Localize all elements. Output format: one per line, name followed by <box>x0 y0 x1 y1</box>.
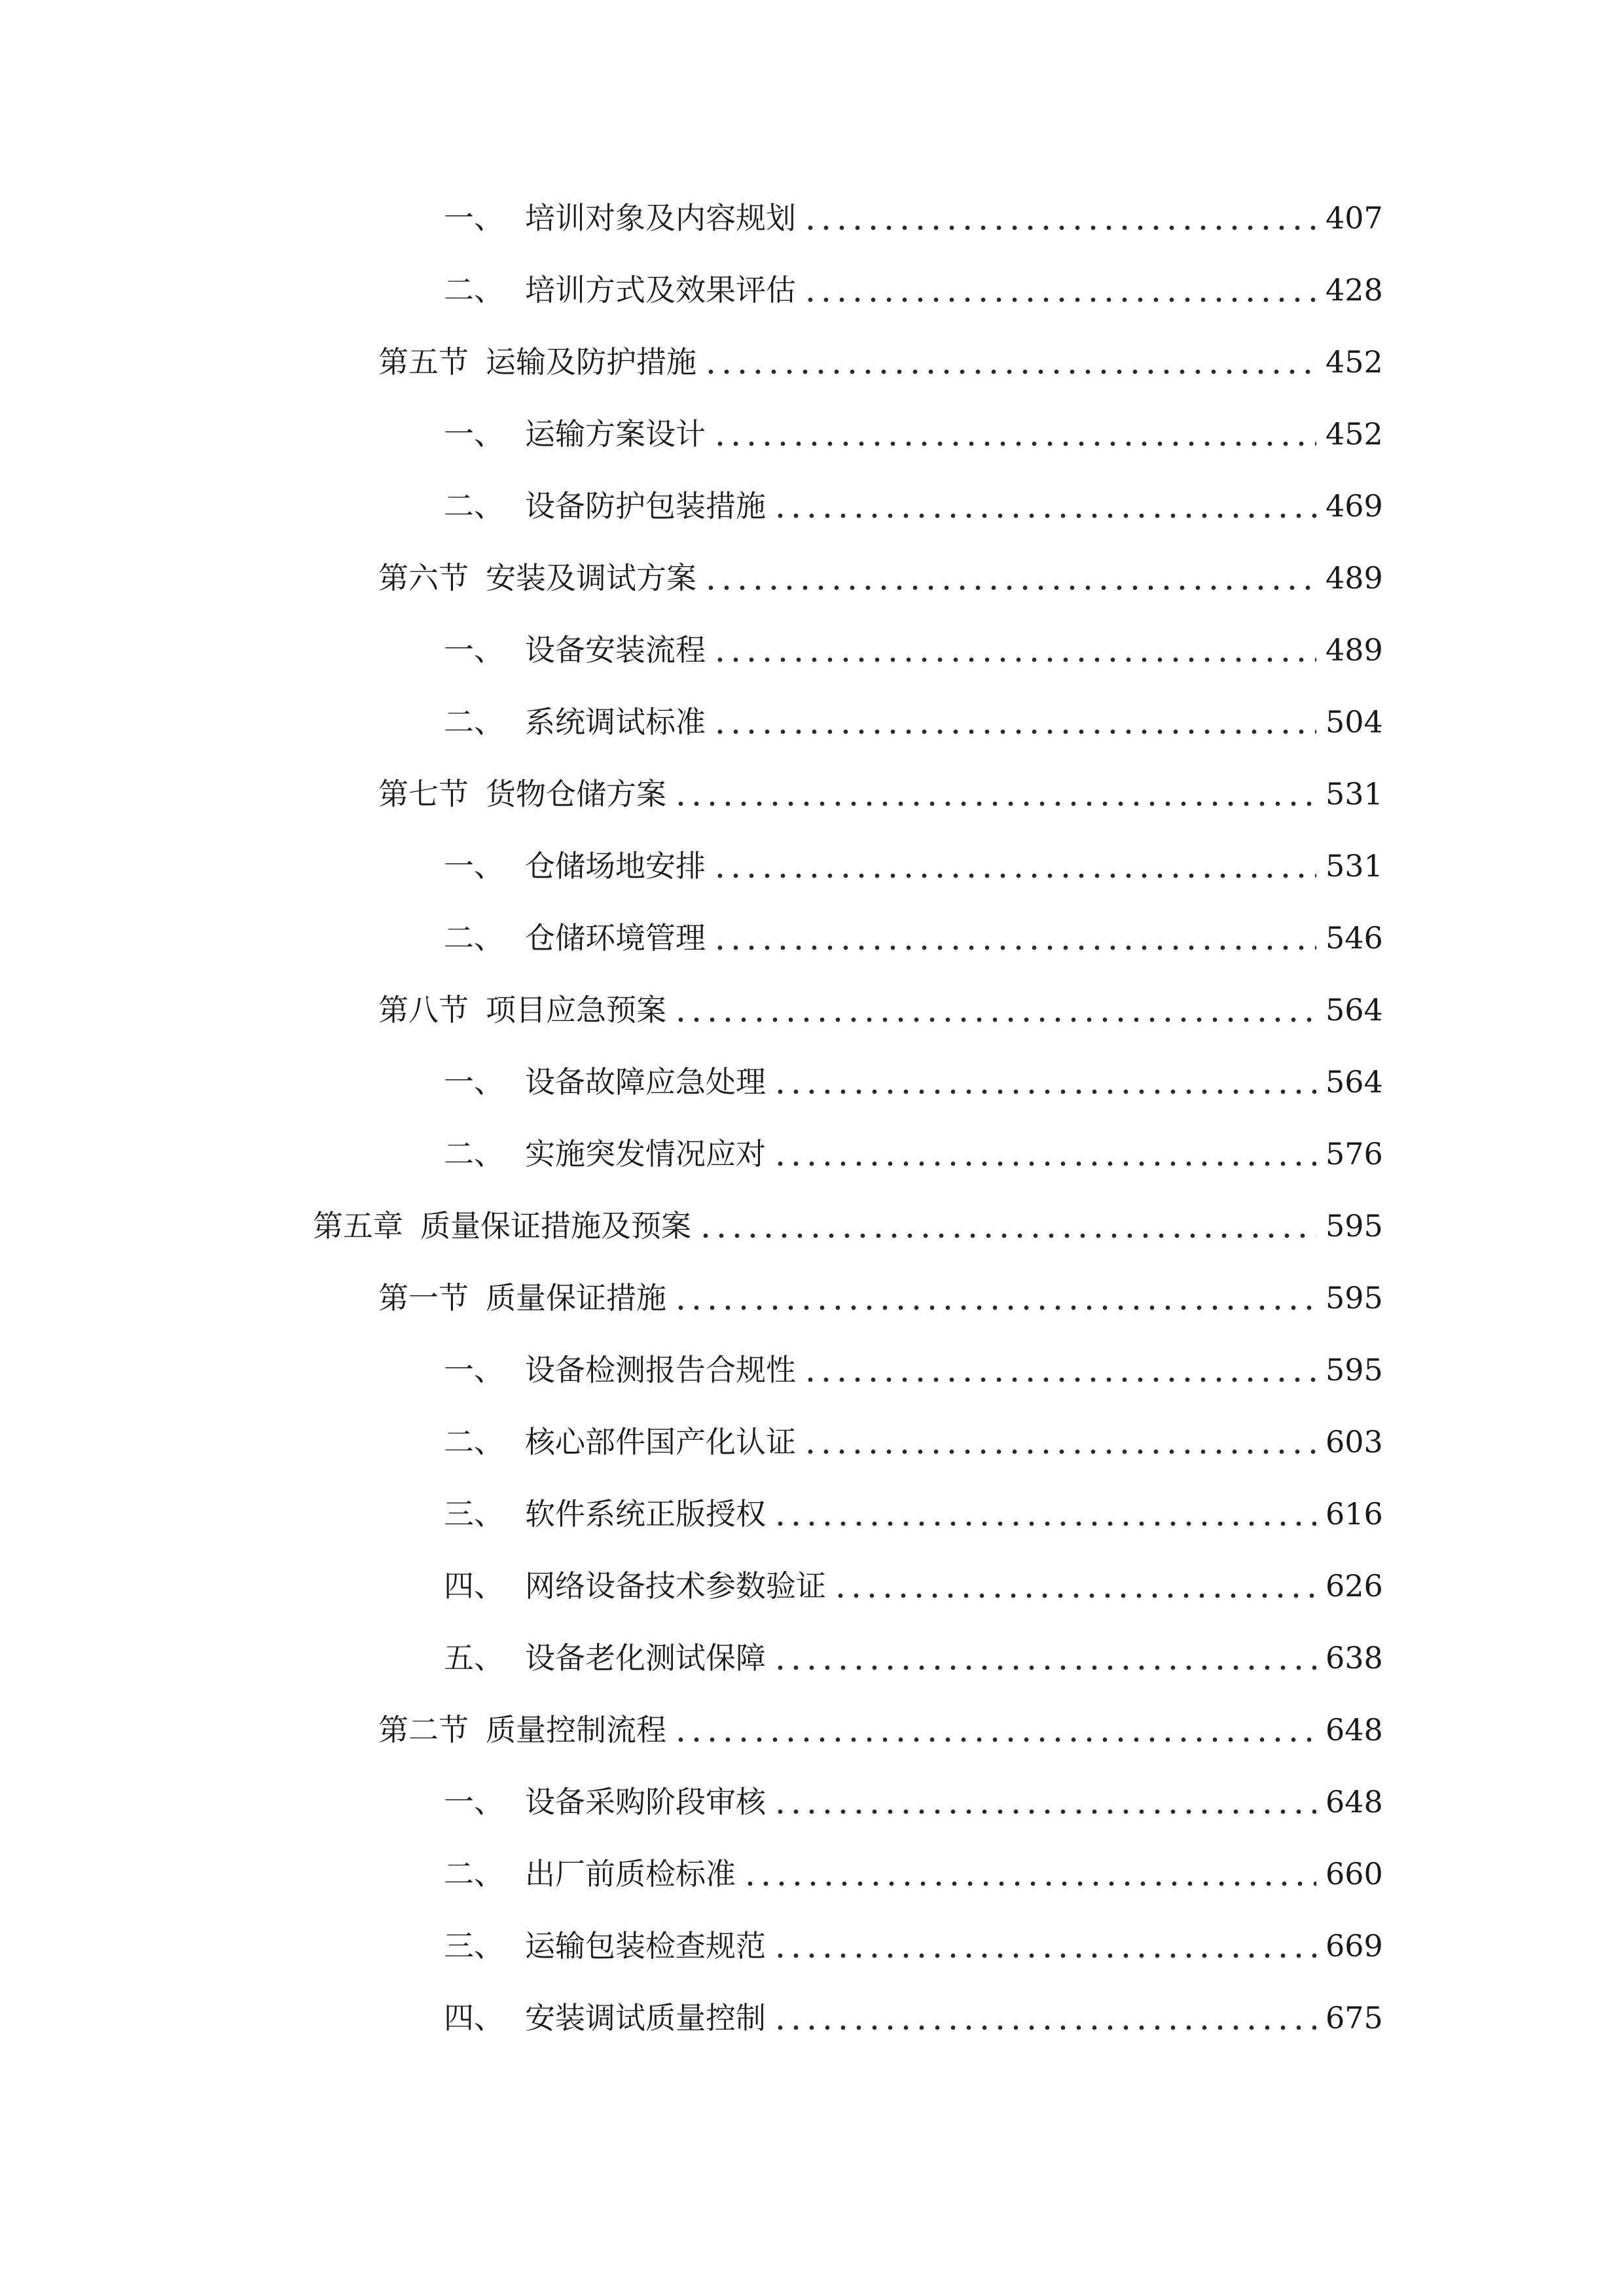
toc-entry-title: 设备防护包装措施 <box>525 488 766 524</box>
toc-dot-leader <box>803 1422 1316 1462</box>
toc-entry-title: 仓储场地安排 <box>525 848 706 884</box>
toc-entry[interactable] <box>0 1406 1624 1478</box>
toc-dot-leader <box>673 990 1316 1030</box>
toc-entry-page: 531 <box>1326 848 1383 884</box>
toc-entry-page: 469 <box>1326 488 1383 524</box>
toc-entry[interactable] <box>0 1190 1624 1262</box>
toc-entry[interactable] <box>0 614 1624 686</box>
toc-entry-title: 软件系统正版授权 <box>525 1496 766 1532</box>
toc-entry-title: 核心部件国产化认证 <box>525 1424 796 1460</box>
toc-entry[interactable] <box>0 1694 1624 1766</box>
toc-entry-page: 576 <box>1326 1136 1383 1172</box>
toc-entry-page: 595 <box>1326 1352 1383 1388</box>
toc-dot-leader <box>833 1566 1316 1606</box>
toc-dot-leader <box>712 918 1316 958</box>
toc-entry-page: 660 <box>1326 1856 1383 1892</box>
toc-entry-page: 546 <box>1326 920 1383 956</box>
toc-entry-number: 二、 <box>444 1136 504 1172</box>
toc-entry-title: 货物仓储方案 <box>486 776 666 812</box>
toc-entry-page: 531 <box>1326 776 1383 812</box>
toc-entry-title: 质量控制流程 <box>486 1712 666 1748</box>
toc-entry-title: 设备故障应急处理 <box>525 1064 766 1100</box>
toc-dot-leader <box>772 486 1316 526</box>
toc-dot-leader <box>698 1206 1316 1246</box>
toc-entry-title: 出厂前质检标准 <box>525 1856 736 1892</box>
toc-entry[interactable] <box>0 1478 1624 1550</box>
toc-entry-page: 407 <box>1326 200 1383 236</box>
toc-entry-title: 运输包装检查规范 <box>525 1928 766 1964</box>
toc-entry[interactable] <box>0 398 1624 470</box>
toc-entry-page: 648 <box>1326 1712 1383 1748</box>
toc-entry-number: 第五章 <box>313 1208 403 1244</box>
toc-dot-leader <box>772 1926 1316 1966</box>
toc-entry[interactable] <box>0 1838 1624 1910</box>
toc-dot-leader <box>703 342 1316 382</box>
toc-entry-number: 三、 <box>444 1928 504 1964</box>
toc-entry-title: 培训方式及效果评估 <box>525 272 796 308</box>
toc-dot-leader <box>673 1710 1316 1750</box>
toc-dot-leader <box>673 1278 1316 1318</box>
toc-dot-leader <box>772 1782 1316 1822</box>
toc-dot-leader <box>673 774 1316 814</box>
toc-dot-leader <box>772 1134 1316 1174</box>
toc-entry[interactable] <box>0 1262 1624 1334</box>
toc-entry-title: 设备老化测试保障 <box>525 1640 766 1676</box>
toc-entry[interactable] <box>0 254 1624 326</box>
toc-entry-title: 仓储环境管理 <box>525 920 706 956</box>
toc-entry[interactable] <box>0 830 1624 902</box>
toc-entry[interactable] <box>0 542 1624 614</box>
toc-entry-title: 运输及防护措施 <box>486 344 696 380</box>
toc-entry-number: 二、 <box>444 488 504 524</box>
toc-entry-number: 五、 <box>444 1640 504 1676</box>
toc-entry-title: 培训对象及内容规划 <box>525 200 796 236</box>
toc-entry[interactable] <box>0 1766 1624 1838</box>
toc-entry[interactable] <box>0 1550 1624 1622</box>
toc-entry-number: 一、 <box>444 632 504 668</box>
toc-entry-number: 第七节 <box>378 776 469 812</box>
toc-entry-number: 第二节 <box>378 1712 469 1748</box>
toc-dot-leader <box>742 1854 1316 1894</box>
toc-entry-number: 第一节 <box>378 1280 469 1316</box>
toc-entry-page: 595 <box>1326 1208 1383 1244</box>
toc-entry[interactable] <box>0 1622 1624 1694</box>
toc-entry-page: 648 <box>1326 1784 1383 1820</box>
toc-entry-page: 626 <box>1326 1568 1383 1604</box>
toc-entry[interactable] <box>0 686 1624 758</box>
toc-entry-title: 安装及调试方案 <box>486 560 696 596</box>
toc-entry-number: 二、 <box>444 704 504 740</box>
toc-entry-page: 452 <box>1326 416 1383 452</box>
toc-entry-title: 设备采购阶段审核 <box>525 1784 766 1820</box>
toc-entry-title: 质量保证措施 <box>486 1280 666 1316</box>
toc-entry-title: 设备安装流程 <box>525 632 706 668</box>
toc-entry-title: 设备检测报告合规性 <box>525 1352 796 1388</box>
toc-entry-number: 一、 <box>444 1064 504 1100</box>
toc-entry-number: 第八节 <box>378 992 469 1028</box>
toc-entry-page: 564 <box>1326 1064 1383 1100</box>
toc-entry-page: 452 <box>1326 344 1383 380</box>
toc-entry-title: 实施突发情况应对 <box>525 1136 766 1172</box>
toc-entry-number: 一、 <box>444 416 504 452</box>
toc-entry[interactable] <box>0 974 1624 1046</box>
toc-entry[interactable] <box>0 326 1624 398</box>
toc-entry[interactable] <box>0 182 1624 254</box>
toc-entry-page: 638 <box>1326 1640 1383 1676</box>
toc-dot-leader <box>703 558 1316 598</box>
toc-entry-number: 第六节 <box>378 560 469 596</box>
toc-entry-number: 四、 <box>444 2000 504 2036</box>
toc-entry-title: 安装调试质量控制 <box>525 2000 766 2036</box>
toc-entry[interactable] <box>0 1334 1624 1406</box>
toc-dot-leader <box>712 414 1316 454</box>
toc-entry[interactable] <box>0 902 1624 974</box>
toc-entry-page: 675 <box>1326 2000 1383 2036</box>
toc-entry-page: 603 <box>1326 1424 1383 1460</box>
toc-entry-number: 一、 <box>444 1352 504 1388</box>
toc-dot-leader <box>772 1998 1316 2038</box>
toc-dot-leader <box>772 1494 1316 1534</box>
toc-entry-page: 564 <box>1326 992 1383 1028</box>
toc-dot-leader <box>803 270 1316 310</box>
toc-dot-leader <box>712 630 1316 670</box>
toc-entry-title: 质量保证措施及预案 <box>420 1208 691 1244</box>
toc-entry-number: 二、 <box>444 272 504 308</box>
toc-entry-number: 第五节 <box>378 344 469 380</box>
toc-entry-title: 运输方案设计 <box>525 416 706 452</box>
toc-entry-number: 一、 <box>444 200 504 236</box>
toc-entry-page: 669 <box>1326 1928 1383 1964</box>
toc-entry-number: 四、 <box>444 1568 504 1604</box>
toc-entry-title: 系统调试标准 <box>525 704 706 740</box>
toc-dot-leader <box>772 1062 1316 1102</box>
toc-entry-title: 项目应急预案 <box>486 992 666 1028</box>
toc-dot-leader <box>772 1638 1316 1678</box>
toc-entry-number: 二、 <box>444 1424 504 1460</box>
toc-entry-number: 二、 <box>444 920 504 956</box>
toc-entry-number: 一、 <box>444 848 504 884</box>
toc-entry-number: 一、 <box>444 1784 504 1820</box>
toc-entry[interactable] <box>0 1982 1624 2054</box>
toc-entry[interactable] <box>0 1910 1624 1982</box>
toc-dot-leader <box>712 702 1316 742</box>
toc-entry-number: 二、 <box>444 1856 504 1892</box>
toc-entry-title: 网络设备技术参数验证 <box>525 1568 826 1604</box>
toc-entry[interactable] <box>0 470 1624 542</box>
toc-entry-page: 504 <box>1326 704 1383 740</box>
toc-entry-page: 595 <box>1326 1280 1383 1316</box>
toc-entry-page: 428 <box>1326 272 1383 308</box>
toc-dot-leader <box>712 846 1316 886</box>
toc-entry[interactable] <box>0 1118 1624 1190</box>
toc-entry-page: 616 <box>1326 1496 1383 1532</box>
table-of-contents <box>0 182 1624 2054</box>
toc-dot-leader <box>803 198 1316 238</box>
toc-entry[interactable] <box>0 1046 1624 1118</box>
toc-dot-leader <box>803 1350 1316 1390</box>
toc-entry-page: 489 <box>1326 560 1383 596</box>
toc-entry-page: 489 <box>1326 632 1383 668</box>
toc-entry-number: 三、 <box>444 1496 504 1532</box>
toc-entry[interactable] <box>0 758 1624 830</box>
